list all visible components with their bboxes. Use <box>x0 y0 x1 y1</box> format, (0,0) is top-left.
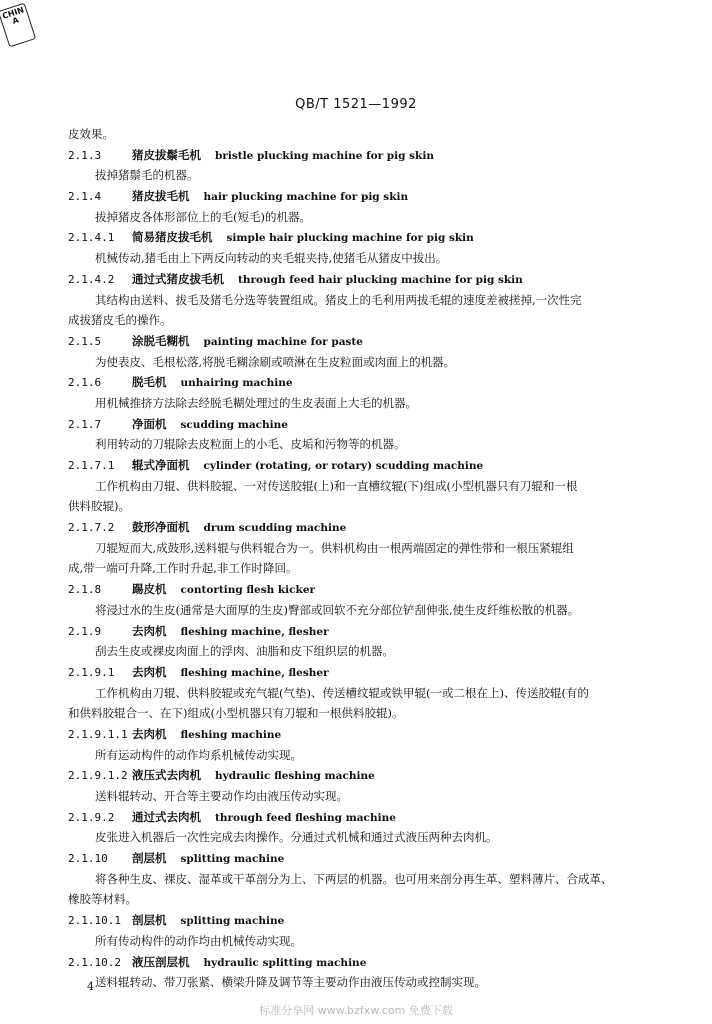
term-english: bristle plucking machine for pig skin <box>215 149 434 162</box>
term-english: hair plucking machine for pig skin <box>203 191 409 204</box>
definition-text: 用机械推挤方法除去经脱毛糊处理过的生皮表面上大毛的机器。 <box>95 395 417 410</box>
clause-number: 2.1.4.1 <box>68 231 115 245</box>
definition-text: 拔掉猪皮各体形部位上的毛(短毛)的机器。 <box>95 209 311 224</box>
definition-text: 其结构由送料、拔毛及猪毛分选等装置组成。猪皮上的毛利用两拔毛辊的速度差被搓掉,一次性完 <box>95 292 582 307</box>
clause-number: 2.1.7 <box>68 417 102 431</box>
term-chinese: 涂脱毛糊机 <box>132 333 190 348</box>
term-english: scudding machine <box>180 418 288 431</box>
clause-number: 2.1.9 <box>68 624 102 638</box>
term-english: hydraulic fleshing machine <box>215 770 375 783</box>
definition-text: 刀辊短而大,成鼓形,送料辊与供料辊合为一。供料机构由一根两端固定的弹性带和一根压紧辊组 <box>95 540 574 555</box>
definition-text: 为使表皮、毛根松落,将脱毛糊涂刷或喷淋在生皮粒面或肉面上的机器。 <box>95 354 456 369</box>
china-stamp-logo: CHINA <box>0 3 36 48</box>
definition-text: 利用转动的刀辊除去皮粒面上的小毛、皮垢和污物等的机器。 <box>95 437 406 452</box>
term-english: fleshing machine, flesher <box>180 666 329 679</box>
definition-text: 和供料胶辊合一、在下)组成(小型机器只有刀辊和一根供料胶辊)。 <box>68 706 404 721</box>
term-english: through feed hair plucking machine for pig skin <box>238 273 523 286</box>
clause-number: 2.1.9.1.2 <box>68 769 128 783</box>
clause-heading <box>68 227 653 248</box>
term-chinese: 猪皮拔毛机 <box>132 189 190 204</box>
term-chinese: 去肉机 <box>132 726 167 741</box>
page-number: 4 <box>87 980 94 993</box>
definition-text: 工作机构由刀辊、供料胶辊、一对传送胶辊(上)和一直槽纹辊(下)组成(小型机器只有刀辊和一根 <box>95 478 578 493</box>
clause-heading <box>68 910 653 931</box>
definition-text: 送料辊转动、开合等主要动作均由液压传动实现。 <box>95 789 348 803</box>
clause-number: 2.1.4 <box>68 190 102 204</box>
term-chinese: 脱毛机 <box>132 375 167 390</box>
clause-number: 2.1.7.2 <box>68 521 115 535</box>
definition-text: 成拔猪皮毛的操作。 <box>68 313 172 328</box>
term-english: fleshing machine, flesher <box>180 625 329 638</box>
term-chinese: 液压剖层机 <box>132 954 190 969</box>
term-chinese: 辊式净面机 <box>132 458 190 472</box>
term-english: cylinder (rotating, or rotary) scudding machine <box>203 460 484 472</box>
term-chinese: 液压式去肉机 <box>132 768 201 783</box>
clause-number: 2.1.7.1 <box>68 459 115 472</box>
clause-heading <box>68 145 653 166</box>
term-chinese: 猪皮拔鬃毛机 <box>132 147 201 162</box>
clause-heading <box>68 765 653 786</box>
clause-heading <box>68 517 653 538</box>
definition-text: 橡胶等材料。 <box>68 892 137 907</box>
term-chinese: 去肉机 <box>132 623 167 638</box>
definition-text: 成,带一端可升降,工作时升起,非工作时降回。 <box>68 561 298 576</box>
definition-text: 皮张进入机器后一次性完成去肉操作。分通过式机械和通过式液压两种去肉机。 <box>95 830 498 845</box>
term-english: drum scudding machine <box>203 522 347 535</box>
clause-heading <box>68 848 653 869</box>
clause-heading <box>68 807 653 828</box>
term-chinese: 通过式去肉机 <box>132 809 201 824</box>
definition-text: 机械传动,猪毛由上下两反向转动的夹毛辊夹持,使猪毛从猪皮中拔出。 <box>95 251 448 266</box>
definition-text: 所有传动构件的动作均由机械传动实现。 <box>95 933 302 948</box>
term-english: hydraulic splitting machine <box>203 956 367 969</box>
term-english: through feed fleshing machine <box>215 811 396 824</box>
definition-text: 所有运动构件的动作均系机械传动实现。 <box>95 747 302 762</box>
clause-heading <box>68 621 653 642</box>
definition-text: 工作机构由刀辊、供料胶辊或充气辊(气垫)、传送槽纹辊或铁甲辊(一或二根在上)、传送胶辊(有的 <box>95 685 589 700</box>
clause-number: 2.1.5 <box>68 334 102 348</box>
clause-heading <box>68 414 653 435</box>
definition-text: 拔掉猪鬃毛的机器。 <box>95 168 199 183</box>
clause-heading <box>68 952 653 973</box>
footer-watermark-text: 标准分享网 www.bzfxw.com 免费下载 <box>259 1004 453 1017</box>
clause-number: 2.1.3 <box>68 148 102 162</box>
clause-heading <box>68 579 653 600</box>
term-english: simple hair plucking machine for pig skin <box>226 232 474 245</box>
clause-heading <box>68 186 653 207</box>
term-english: splitting machine <box>180 853 285 866</box>
standard-number-header: QB/T 1521—1992 <box>295 97 417 112</box>
definition-text: 刮去生皮或裸皮肉面上的浮肉、油脂和皮下组织层的机器。 <box>95 644 394 659</box>
term-chinese: 踢皮机 <box>132 582 167 597</box>
clause-heading <box>68 331 653 352</box>
clause-heading <box>68 372 653 393</box>
clause-heading <box>68 455 653 476</box>
term-english: painting machine for paste <box>203 335 363 348</box>
term-english: contorting flesh kicker <box>180 584 316 597</box>
clause-number: 2.1.8 <box>68 583 102 597</box>
clause-heading <box>68 662 653 683</box>
term-english: splitting machine <box>180 915 285 928</box>
definition-text: 将各种生皮、裸皮、湿革或干革剖分为上、下两层的机器。也可用来剖分再生革、塑料薄片、合成革、 <box>95 871 613 886</box>
term-english: fleshing machine <box>180 728 282 741</box>
term-chinese: 剖层机 <box>132 851 167 866</box>
clause-number: 2.1.10 <box>68 852 108 866</box>
clause-number: 2.1.9.1 <box>68 665 115 679</box>
clause-number: 2.1.6 <box>68 376 102 390</box>
clause-number: 2.1.4.2 <box>68 272 115 286</box>
term-chinese: 简易猪皮拔毛机 <box>132 230 213 245</box>
definition-text: 皮效果。 <box>68 127 114 141</box>
document-body <box>68 124 653 993</box>
clause-number: 2.1.10.1 <box>68 914 121 928</box>
clause-number: 2.1.9.2 <box>68 810 115 824</box>
definition-text: 供料胶辊)。 <box>68 499 130 514</box>
term-chinese: 剖层机 <box>132 913 167 928</box>
term-chinese: 鼓形净面机 <box>132 520 190 535</box>
clause-number: 2.1.10.2 <box>68 955 121 969</box>
definition-text: 将浸过水的生皮(通常是大面厚的生皮)臀部或回软不充分部位铲刮伸张,使生皮纤维松散的机器。 <box>95 602 580 617</box>
clause-heading <box>68 724 653 745</box>
term-english: unhairing machine <box>180 377 293 390</box>
term-chinese: 通过式猪皮拔毛机 <box>132 271 224 286</box>
definition-text: 送料辊转动、带刀张紧、横梁升降及调节等主要动作由液压传动或控制实现。 <box>95 975 486 990</box>
clause-heading <box>68 269 653 290</box>
term-chinese: 去肉机 <box>132 664 167 679</box>
clause-number: 2.1.9.1.1 <box>68 727 128 741</box>
term-chinese: 净面机 <box>132 416 167 431</box>
